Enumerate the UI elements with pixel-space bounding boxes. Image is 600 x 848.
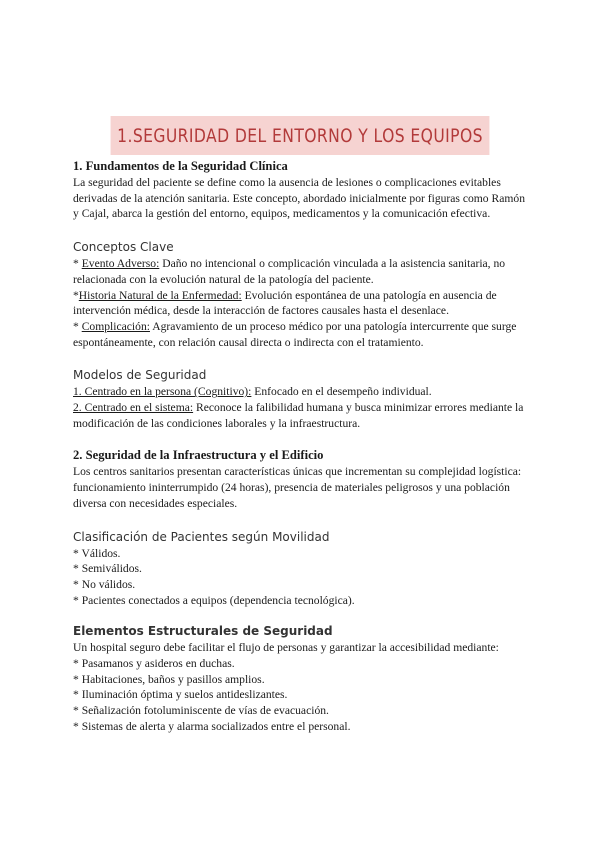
concept-term: Complicación: (81, 319, 150, 333)
list-item: * Pasamanos y asideros en duchas. (73, 657, 235, 671)
modelos-heading: Modelos de Seguridad (73, 368, 207, 383)
conceptos-heading: Conceptos Clave (73, 240, 174, 255)
clasificacion-heading: Clasificación de Pacientes según Movilidad (73, 529, 330, 544)
list-item: * Sistemas de alerta y alarma socializados entre el personal. (73, 719, 351, 733)
list-item: * Habitaciones, baños y pasillos amplios. (73, 672, 265, 686)
section1-paragraph: La seguridad del paciente se define como la ausencia de lesiones o complicaciones evitables derivadas de la atención sanitaria. Este concepto, abordado inicialmente por figuras como Ramón y Cajal, abarca la gestión del entorno, equipos, medicamentos y la comunicación efectiva. (73, 176, 525, 221)
list-item: * Válidos. (73, 546, 121, 560)
section2-heading: 2. Seguridad de la Infraestructura y el Edificio (73, 448, 324, 463)
modelo-term: 2. Centrado en el sistema: (73, 401, 194, 415)
concept-item: *Historia Natural de la Enfermedad: Evolución espontánea de una patología en ausencia de intervención médica, desde la interacción de factores causales hasta el desenlace. (73, 288, 497, 318)
modelo-term: 1. Centrado en la persona (Cognitivo): (73, 385, 252, 399)
elementos-intro: Un hospital seguro debe facilitar el flujo de personas y garantizar la accesibilidad mediante: (73, 641, 499, 655)
section1-heading: 1. Fundamentos de la Seguridad Clínica (73, 159, 288, 173)
title-banner (0, 116, 600, 155)
modelo-item: 2. Centrado en el sistema: Reconoce la falibilidad humana y busca minimizar errores mediante la modificación de las condiciones laborales y la infraestructura. (73, 401, 524, 430)
list-item: * Señalización fotoluminiscente de vías de evacuación. (73, 704, 329, 718)
list-item: * Pacientes conectados a equipos (dependencia tecnológica). (73, 593, 355, 607)
list-item: * Iluminación óptima y suelos antideslizantes. (73, 688, 288, 702)
section2-paragraph: Los centros sanitarios presentan características únicas que incrementan su complejidad logística: funcionamiento ininterrumpido (24 horas), presencia de materiales peligrosos y una población diversa con necesidades especiales. (73, 465, 522, 510)
document-body (73, 158, 531, 735)
list-item: * No válidos. (73, 577, 136, 591)
concept-term: Historia Natural de la Enfermedad: (78, 288, 242, 302)
elementos-heading: Elementos Estructurales de Seguridad (73, 624, 333, 639)
concept-term: Evento Adverso: (81, 257, 160, 271)
concept-item: * Complicación: Agravamiento de un proceso médico por una patología intercurrente que surge espontáneamente, con relación causal directa o indirecta con el tratamiento. (73, 319, 517, 349)
list-item: * Semiválidos. (73, 562, 142, 576)
page-title: 1.SEGURIDAD DEL ENTORNO Y LOS EQUIPOS (111, 116, 490, 155)
concept-item: * Evento Adverso: Daño no intencional o complicación vinculada a la asistencia sanitaria, no relacionada con la evolución natural de la patología del paciente. (73, 257, 506, 286)
modelo-item: 1. Centrado en la persona (Cognitivo): Enfocado en el desempeño individual. (73, 385, 432, 399)
